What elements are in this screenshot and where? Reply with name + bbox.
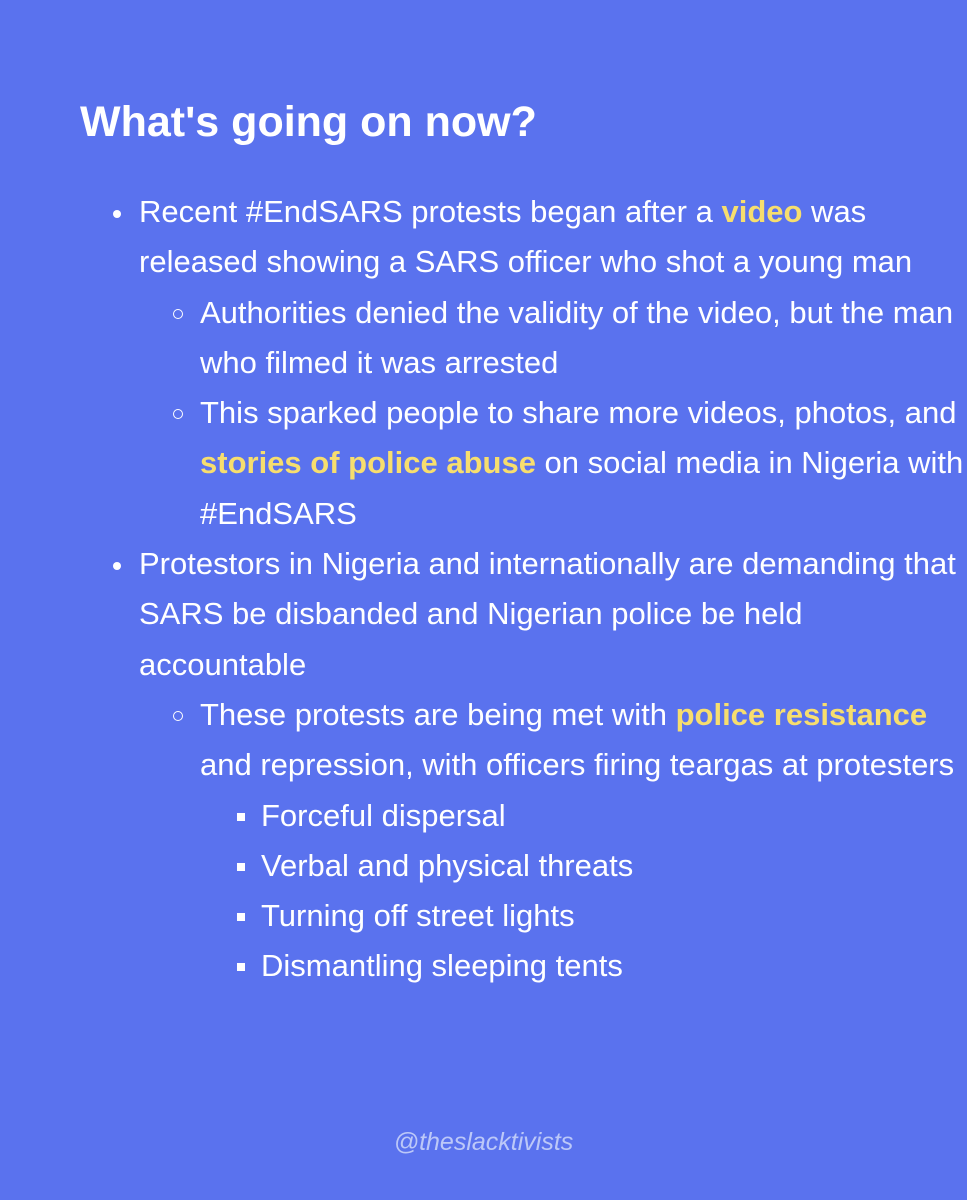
sub-bullet-authorities-denied <box>0 288 967 389</box>
highlight-stories-of-police-abuse: stories of police abuse <box>200 445 536 481</box>
bullet-text: Dismantling sleeping tents <box>261 948 623 984</box>
bullet-text: Verbal and physical threats <box>261 847 634 883</box>
sub-sub-bullet-threats <box>0 841 967 891</box>
sub-bullet-police-resistance <box>0 690 967 791</box>
sub-sub-bullet-street-lights <box>0 891 967 941</box>
bullet-text: Protestors in Nigeria and internationally are demanding that SARS be disbanded and Nigerian police be held accountable <box>139 546 956 682</box>
sub-bullet-sparked-sharing <box>0 388 967 539</box>
bullet-text: Turning off street lights <box>261 898 575 934</box>
page-title: What's going on now? <box>80 98 537 146</box>
highlight-police-resistance: police resistance <box>675 696 928 732</box>
bullet-text: These protests are being met with police resistance and repression, with officers firing teargas at protesters <box>200 696 955 783</box>
bullet-text: Authorities denied the validity of the video, but the man who filmed it was arrested <box>200 294 954 380</box>
highlight-video: video <box>721 194 803 229</box>
bullet-text: Forceful dispersal <box>261 797 506 833</box>
bullet-recent-protests <box>0 187 967 288</box>
bullet-protestors-demanding <box>0 539 967 690</box>
account-handle: @theslacktivists <box>393 1128 574 1156</box>
sub-sub-bullet-forceful-dispersal <box>0 791 967 841</box>
bullet-text: Recent #EndSARS protests began after a video was released showing a SARS officer who shot a young man <box>139 194 913 280</box>
sub-sub-bullet-sleeping-tents <box>0 941 967 991</box>
bullet-list <box>0 187 967 992</box>
bullet-text: This sparked people to share more videos, photos, and stories of police abuse on social media in Nigeria with #EndSARS <box>200 395 964 531</box>
